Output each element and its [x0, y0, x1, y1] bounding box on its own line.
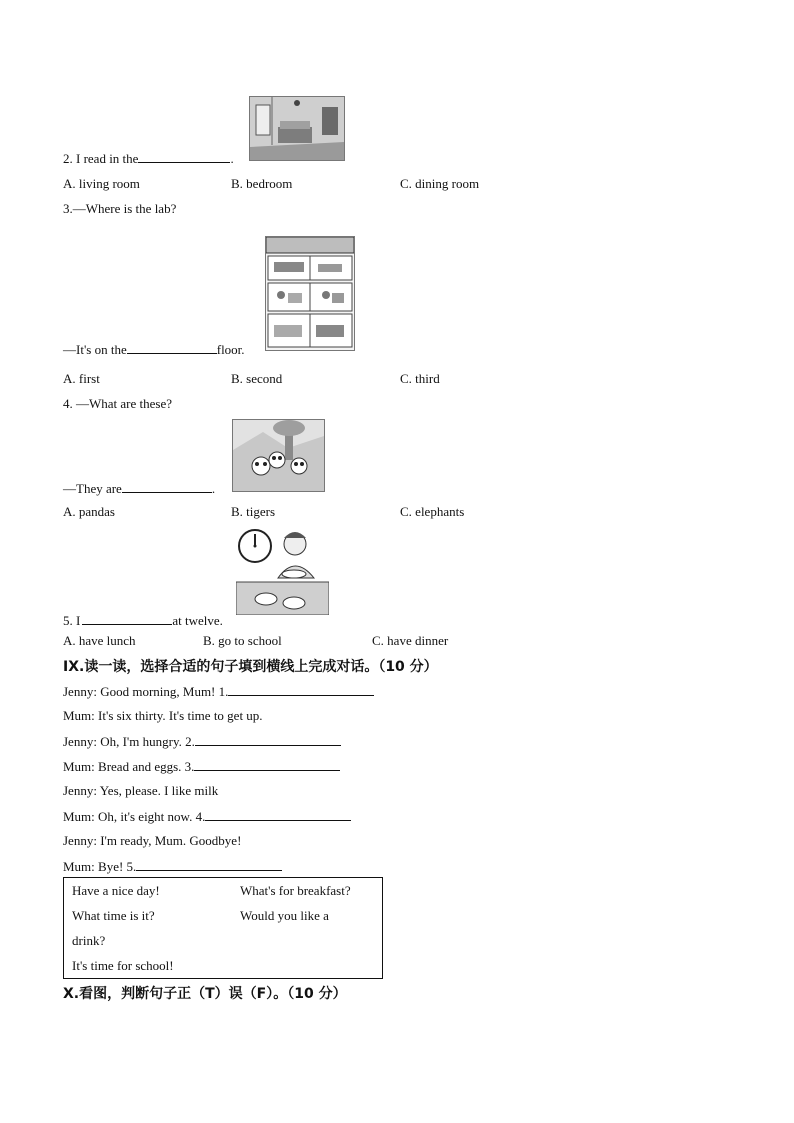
- q3-option-c[interactable]: C. third: [400, 371, 440, 386]
- dialogue-text-4: Mum: Bread and eggs. 3.: [63, 759, 195, 774]
- dialogue-blank-3[interactable]: [194, 758, 340, 771]
- q4-answer-blank[interactable]: [122, 480, 212, 493]
- q5-prompt: [63, 612, 223, 629]
- choice-a[interactable]: Have a nice day!: [72, 883, 160, 898]
- q5-option-a[interactable]: A. have lunch: [63, 633, 136, 648]
- q4-answer-end: .: [211, 481, 216, 496]
- dialogue-line-8: [63, 858, 282, 875]
- dialogue-line-6: [63, 808, 351, 825]
- pandas-picture: [232, 419, 325, 492]
- choice-c[interactable]: What time is it?: [72, 908, 155, 923]
- q4-answer-text: —They are: [63, 481, 122, 496]
- dialogue-line-7: Jenny: I'm ready, Mum. Goodbye!: [63, 833, 242, 848]
- choice-b[interactable]: What's for breakfast?: [240, 883, 351, 898]
- q4-option-a[interactable]: A. pandas: [63, 504, 115, 519]
- choice-box: [63, 877, 383, 979]
- dialogue-line-1: [63, 683, 374, 700]
- q2-answer-blank[interactable]: [138, 150, 230, 163]
- q4-option-c[interactable]: C. elephants: [400, 504, 465, 519]
- q3-answer-text: —It's on the: [63, 342, 127, 357]
- q5-option-b[interactable]: B. go to school: [203, 633, 282, 648]
- dialogue-text-3: Jenny: Oh, I'm hungry. 2.: [63, 734, 195, 749]
- q3-answer-end: floor.: [216, 342, 245, 357]
- section9-heading: IX.读一读，选择合适的句子填到横线上完成对话。（10 分）: [63, 659, 438, 675]
- q2-option-c[interactable]: C. dining room: [400, 176, 480, 191]
- dialogue-blank-1[interactable]: [228, 683, 374, 696]
- dialogue-text-8: Mum: Bye! 5.: [63, 859, 137, 874]
- dialogue-text-6: Mum: Oh, it's eight now. 4.: [63, 809, 206, 824]
- dialogue-text-1: Jenny: Good morning, Mum! 1.: [63, 684, 229, 699]
- q5-answer-blank[interactable]: [82, 612, 172, 625]
- section10-heading: X.看图，判断句子正（T）误（F）。（10 分）: [63, 986, 347, 1002]
- q2-option-b[interactable]: B. bedroom: [231, 176, 293, 191]
- q5-prompt-text: 5. I: [63, 613, 81, 628]
- q4-option-b[interactable]: B. tigers: [231, 504, 276, 519]
- q3-question: 3.—Where is the lab?: [63, 201, 177, 216]
- q2-prompt-end: .: [230, 151, 234, 166]
- q2-prompt: [63, 150, 234, 167]
- q3-answer-blank[interactable]: [127, 341, 217, 354]
- dialogue-line-4: [63, 758, 340, 775]
- q3-answer: [63, 341, 245, 358]
- dialogue-blank-2[interactable]: [195, 733, 341, 746]
- q3-option-b[interactable]: B. second: [231, 371, 283, 386]
- living-room-picture: [249, 96, 345, 161]
- q2-prompt-text: 2. I read in the: [63, 151, 139, 166]
- q4-answer: [63, 480, 215, 497]
- dialogue-blank-4[interactable]: [205, 808, 351, 821]
- q4-question: 4. —What are these?: [63, 396, 173, 411]
- choice-d[interactable]: Would you like a: [240, 908, 329, 923]
- dialogue-blank-5[interactable]: [136, 858, 282, 871]
- choice-e[interactable]: It's time for school!: [72, 958, 174, 973]
- q5-prompt-end: at twelve.: [172, 613, 223, 628]
- school-building-floors-picture: [265, 236, 355, 351]
- dialogue-line-3: [63, 733, 341, 750]
- q3-option-a[interactable]: A. first: [63, 371, 100, 386]
- q2-option-a[interactable]: A. living room: [63, 176, 140, 191]
- q5-option-c[interactable]: C. have dinner: [372, 633, 449, 648]
- dialogue-line-2: Mum: It's six thirty. It's time to get up.: [63, 708, 263, 723]
- dialogue-line-5: Jenny: Yes, please. I like milk: [63, 783, 219, 798]
- boy-eating-clock-picture: [236, 526, 329, 615]
- choice-d-continued[interactable]: drink?: [72, 933, 106, 948]
